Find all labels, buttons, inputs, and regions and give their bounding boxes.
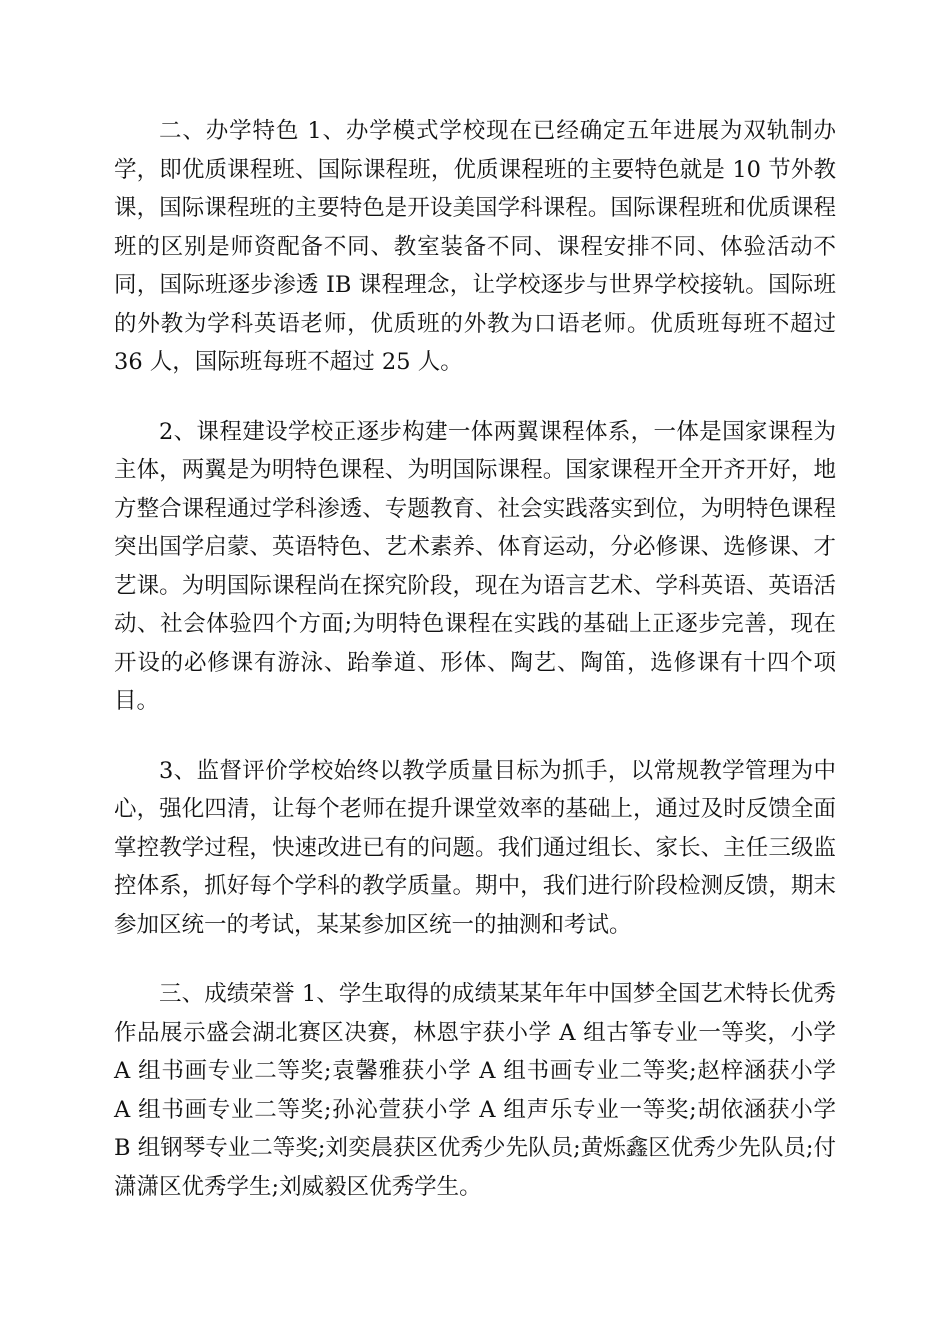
paragraph-honors: 三、成绩荣誉 1、学生取得的成绩某某年年中国梦全国艺术特长优秀作品展示盛会湖北赛区决赛，林恩宇获小学 A 组古筝专业一等奖，小学 A 组书画专业二等奖;袁馨雅获小学 A 组书画专业二等奖;赵梓涵获小学 A 组书画专业二等奖;孙沁萱获小学 A 组声乐专业一等奖;胡依涵获小学 B 组钢琴专业二等奖;刘奕晨获区优秀少先队员;黄烁鑫区优秀少先队员;付潇潇区优秀学生;刘威毅区优秀学生。 (114, 981, 836, 1200)
document-body (114, 112, 836, 1237)
paragraph-curriculum: 2、课程建设学校正逐步构建一体两翼课程体系，一体是国家课程为主体，两翼是为明特色课程、为明国际课程。国家课程开全开齐开好，地方整合课程通过学科渗透、专题教育、社会实践落实到位，为明特色课程突出国学启蒙、英语特色、艺术素养、体育运动，分必修课、选修课、才艺课。为明国际课程尚在探究阶段，现在为语言艺术、学科英语、英语活动、社会体验四个方面;为明特色课程在实践的基础上正逐步完善，现在开设的必修课有游泳、跆拳道、形体、陶艺、陶笛，选修课有十四个项目。 (114, 418, 836, 714)
paragraph-school-features: 二、办学特色 1、办学模式学校现在已经确定五年进展为双轨制办学，即优质课程班、国际课程班，优质课程班的主要特色就是 10 节外教课，国际课程班的主要特色是开设美国学科课程。国际课程班和优质课程班的区别是师资配备不同、教室装备不同、课程安排不同、体验活动不同，国际班逐步渗透 IB 课程理念，让学校逐步与世界学校接轨。国际班的外教为学科英语老师，优质班的外教为口语老师。优质班每班不超过 36 人，国际班每班不超过 25 人。 (114, 118, 836, 375)
paragraph-evaluation: 3、监督评价学校始终以教学质量目标为抓手，以常规教学管理为中心，强化四清，让每个老师在提升课堂效率的基础上，通过及时反馈全面掌控教学过程，快速改进已有的问题。我们通过组长、家长、主任三级监控体系，抓好每个学科的教学质量。期中，我们进行阶段检测反馈，期末参加区统一的考试，某某参加区统一的抽测和考试。 (114, 757, 836, 938)
